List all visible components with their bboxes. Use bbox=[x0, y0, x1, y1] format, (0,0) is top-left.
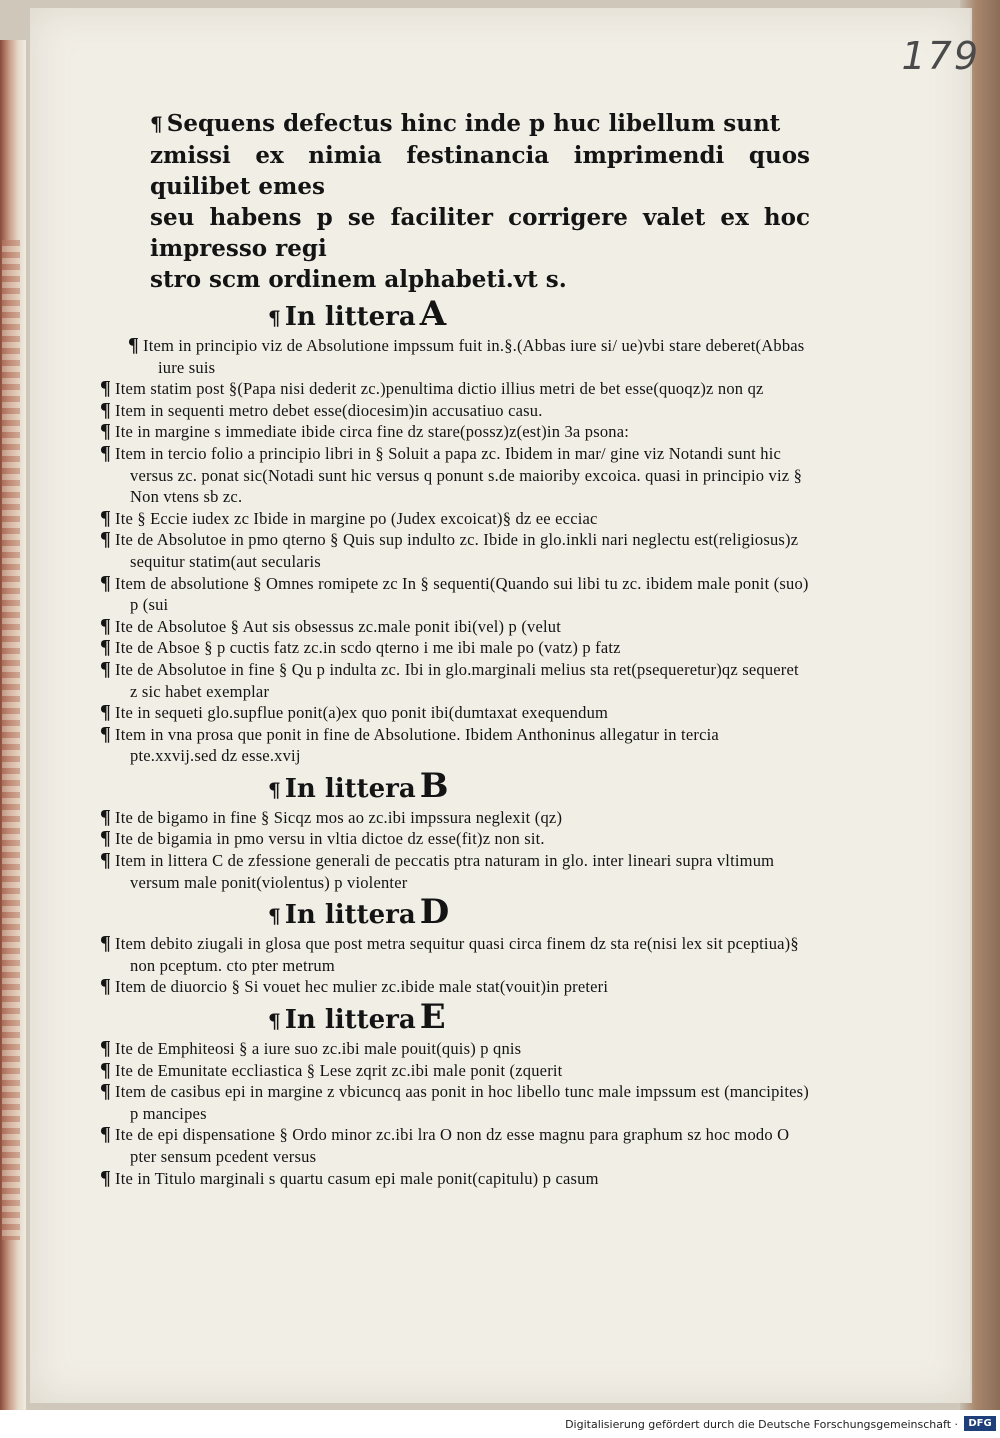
paragraph-mark-icon: ¶ bbox=[100, 722, 112, 745]
paragraph-mark-icon: ¶ bbox=[150, 112, 163, 136]
funding-notice: Digitalisierung gefördert durch die Deutsche Forschungsgemeinschaft · bbox=[565, 1418, 958, 1431]
adjacent-page-edge bbox=[0, 40, 26, 1420]
entry: ¶ Item debito ziugali in glosa que post metra sequitur quasi circa finem dz sta re(nisi lex sit pceptiua)§ non pceptum. cto pter metrum bbox=[100, 932, 799, 975]
entry: ¶ Ite de Absolutoe in fine § Qu p indulta zc. Ibi in glo.marginali melius sta ret(psequeretur)qz sequeret z sic habet exemplar bbox=[100, 657, 799, 701]
entry: ¶ Item de absolutione § Omnes romipete zc In § sequenti(Quando sui libi tu zc. ibidem male ponit (suo) p (sui bbox=[100, 571, 809, 615]
paragraph-mark-icon: ¶ bbox=[100, 398, 112, 421]
entry: ¶ Item statim post §(Papa nisi dederit zc.)penultima dictio illius metri de bet esse(quoqz)z non qz bbox=[100, 377, 764, 400]
section-letter: D bbox=[419, 892, 450, 933]
dfg-logo[interactable]: DFG bbox=[964, 1416, 996, 1431]
page-text bbox=[100, 108, 810, 1189]
heading-line: seu habens p se faciliter corrigere valet ex hoc impresso regi bbox=[150, 204, 810, 262]
paragraph-mark-icon: ¶ bbox=[100, 975, 112, 998]
paragraph-mark-icon: ¶ bbox=[100, 441, 112, 464]
entry: ¶ Item in sequenti metro debet esse(diocesim)in accusatiuo casu. bbox=[100, 398, 543, 421]
entry: ¶ Ite de epi dispensatione § Ordo minor zc.ibi lra O non dz esse magnu para graphum sz hoc modo O pter sensum pcedent versus bbox=[100, 1123, 790, 1166]
paragraph-mark-icon: ¶ bbox=[100, 1080, 112, 1103]
paragraph-mark-icon: ¶ bbox=[100, 701, 112, 724]
paragraph-mark-icon: ¶ bbox=[268, 904, 281, 929]
entry: ¶ Ite § Eccie iudex zc Ibide in margine po (Judex excoicat)§ dz ee ecciac bbox=[100, 506, 598, 529]
paragraph-mark-icon: ¶ bbox=[100, 636, 112, 659]
entry: ¶ Item in littera C de zfessione generali de peccatis ptra naturam in glo. inter lineari supra vltimum versum male ponit(violentus) p violenter bbox=[100, 849, 775, 892]
paragraph-mark-icon: ¶ bbox=[100, 805, 112, 828]
section-title-b: ¶ In littera B bbox=[268, 765, 449, 806]
paragraph-mark-icon: ¶ bbox=[100, 827, 112, 850]
entry: ¶ Item in principio viz de Absolutione impssum fuit in.§.(Abbas iure si/ ue)vbi stare deberet(Abbas iure suis bbox=[128, 334, 805, 377]
section-letter: B bbox=[419, 765, 449, 806]
section-title-d: ¶ In littera D bbox=[268, 892, 450, 933]
adjacent-page-decoration bbox=[2, 240, 20, 1240]
entry: ¶ Ite de Absoe § p cuctis fatz zc.in scdo qterno i me ibi male po (vatz) p fatz bbox=[100, 636, 621, 659]
paragraph-mark-icon: ¶ bbox=[268, 306, 281, 330]
entry: ¶ Ite de Absolutoe § Aut sis obsessus zc.male ponit ibi(vel) p (velut bbox=[100, 614, 562, 637]
heading-line: stro scm ordinem alphabeti.vt s. bbox=[150, 266, 567, 293]
paragraph-mark-icon: ¶ bbox=[128, 334, 140, 356]
section-title-e: ¶ In littera E bbox=[268, 997, 446, 1038]
paragraph-mark-icon: ¶ bbox=[100, 614, 112, 637]
paragraph-mark-icon: ¶ bbox=[268, 777, 281, 802]
paragraph-mark-icon: ¶ bbox=[100, 849, 112, 872]
paragraph-mark-icon: ¶ bbox=[100, 571, 112, 594]
entry: ¶ Item in tercio folio a principio libri in § Soluit a papa zc. Ibidem in mar/ gine viz Notandi sunt hic versus zc. ponat sic(Notadi sunt hic versus q ponunt s.de maioriby excoica. quasi in principio viz § Non vtens sb zc. bbox=[100, 441, 803, 507]
entry: ¶ Item de casibus epi in margine z vbicuncq aas ponit in hoc libello tunc male impssum est (mancipites) p mancipes bbox=[100, 1080, 809, 1123]
entry: ¶ Item de diuorcio § Si vouet hec mulier zc.ibide male stat(vouit)in preteri bbox=[100, 975, 609, 998]
entry: ¶ Ite de Emunitate eccliastica § Lese zqrit zc.ibi male ponit (zquerit bbox=[100, 1058, 563, 1081]
paragraph-mark-icon: ¶ bbox=[100, 506, 112, 529]
entry: ¶ Ite de Absolutoe in pmo qterno § Quis sup indulto zc. Ibide in glo.inkli nari neglectu est(religiosus)z sequitur statim(aut secularis bbox=[100, 528, 799, 571]
paragraph-mark-icon: ¶ bbox=[100, 420, 112, 443]
digitization-footer bbox=[0, 1410, 1000, 1438]
paragraph-mark-icon: ¶ bbox=[100, 932, 112, 955]
entry: ¶ Ite de bigamia in pmo versu in vltia dictoe dz esse(fit)z non sit. bbox=[100, 827, 545, 850]
section-letter: A bbox=[419, 294, 447, 334]
entry: ¶ Ite in margine s immediate ibide circa fine dz stare(possz)z(est)in 3a psona: bbox=[100, 420, 630, 443]
paragraph-mark-icon: ¶ bbox=[100, 1037, 112, 1060]
paragraph-mark-icon: ¶ bbox=[100, 657, 112, 680]
heading-line: Sequens defectus hinc inde p huc libellum sunt bbox=[166, 110, 781, 137]
entry: ¶ Item in vna prosa que ponit in fine de Absolutione. Ibidem Anthoninus allegatur in tercia pte.xxvij.sed dz esse.xvij bbox=[100, 722, 719, 766]
paragraph-mark-icon: ¶ bbox=[100, 1123, 112, 1146]
paragraph-mark-icon: ¶ bbox=[100, 528, 112, 551]
paragraph-mark-icon: ¶ bbox=[100, 377, 112, 400]
entry: ¶ Ite de Emphiteosi § a iure suo zc.ibi male pouit(quis) p qnis bbox=[100, 1037, 522, 1060]
entry: ¶ Ite de bigamo in fine § Sicqz mos ao zc.ibi impssura neglexit (qz) bbox=[100, 805, 563, 828]
paragraph-mark-icon: ¶ bbox=[100, 1058, 112, 1081]
page-heading bbox=[150, 108, 810, 295]
paragraph-mark-icon: ¶ bbox=[100, 1166, 112, 1189]
folio-number: 179 bbox=[901, 34, 980, 78]
book-page bbox=[30, 8, 980, 1403]
paragraph-mark-icon: ¶ bbox=[268, 1009, 281, 1034]
section-title-a: ¶ In littera A bbox=[268, 294, 447, 334]
section-letter: E bbox=[419, 997, 446, 1038]
entry: ¶ Ite in sequeti glo.supflue ponit(a)ex quo ponit ibi(dumtaxat exequendum bbox=[100, 701, 609, 724]
heading-line: zmissi ex nimia festinancia imprimendi quos quilibet emes bbox=[150, 142, 810, 200]
entry: ¶ Ite in Titulo marginali s quartu casum epi male ponit(capitulu) p casum bbox=[100, 1166, 599, 1189]
